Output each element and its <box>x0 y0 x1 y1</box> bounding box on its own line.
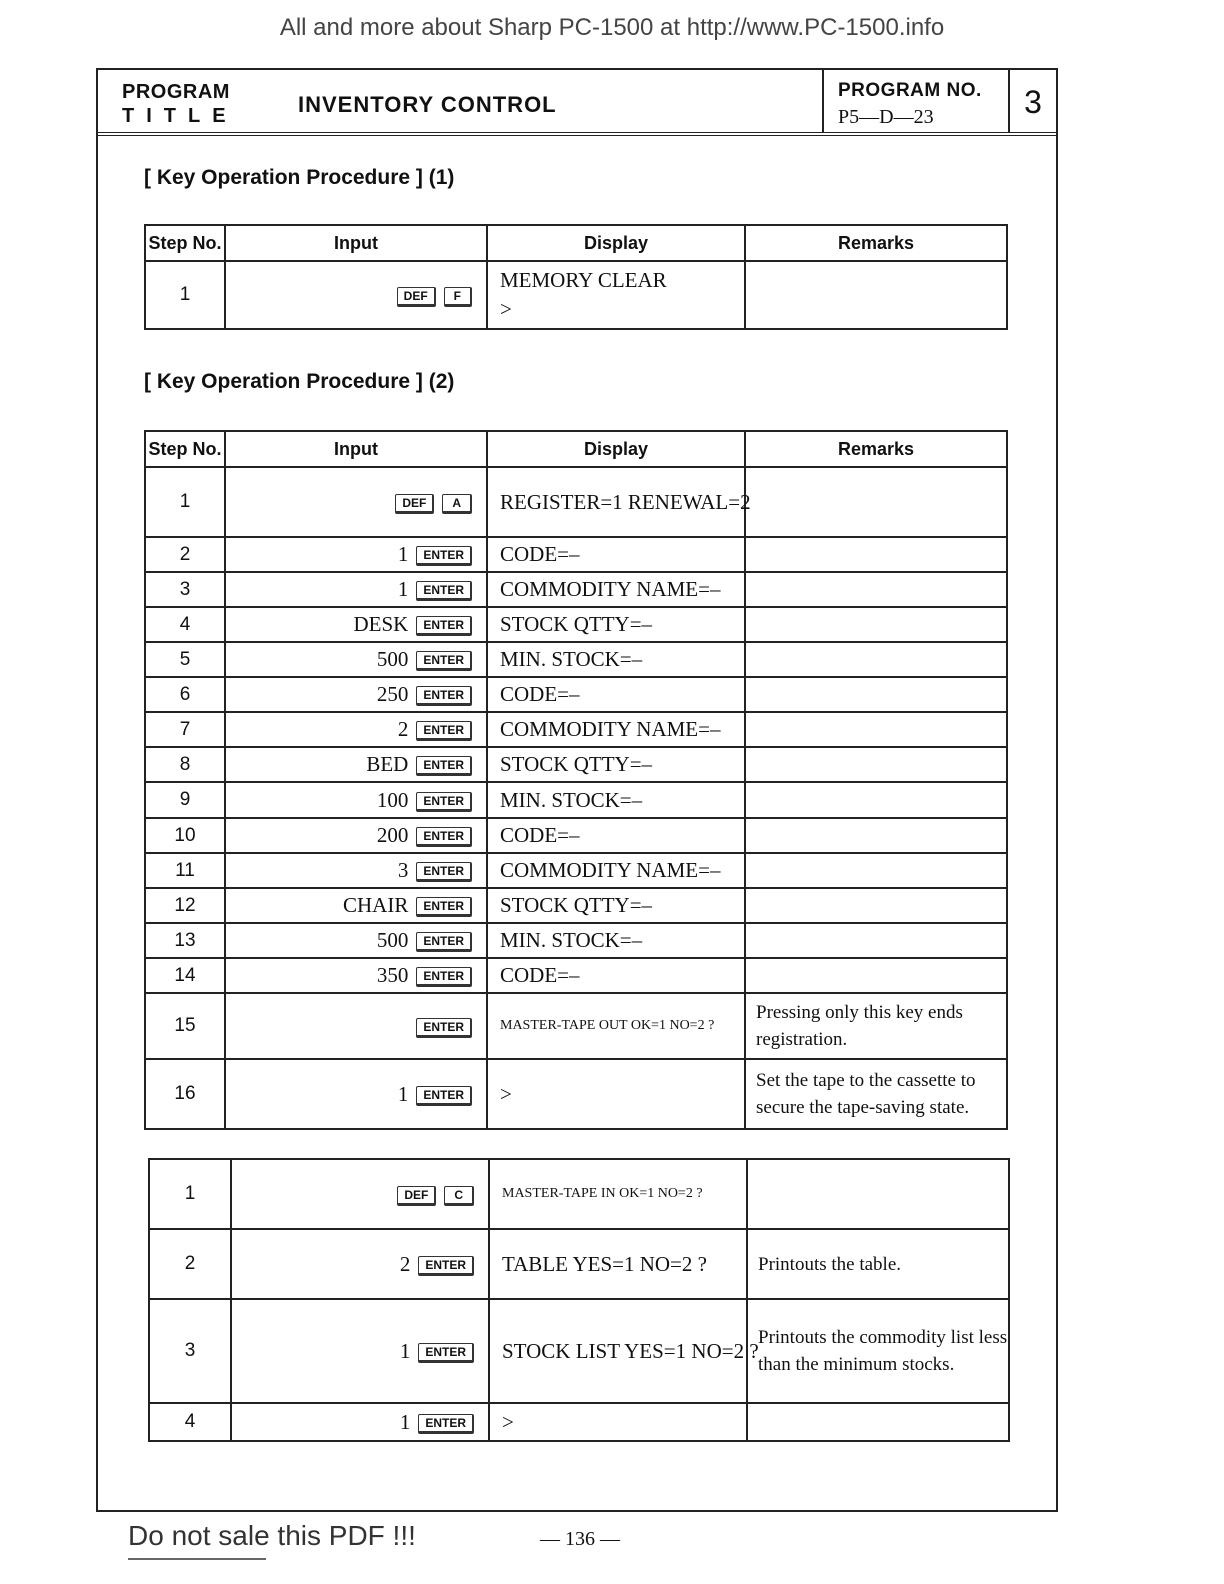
key-def-icon: DEF <box>397 1186 436 1206</box>
display-cell <box>487 888 745 923</box>
display-cell <box>487 782 745 818</box>
step-number: 6 <box>145 677 225 712</box>
input-cell <box>225 467 487 537</box>
input-cell <box>225 642 487 677</box>
display-text: COMMODITY NAME=– <box>500 577 721 601</box>
table-row <box>145 888 1007 923</box>
display-text: MEMORY CLEAR <box>500 268 667 292</box>
key-enter-icon: ENTER <box>416 616 472 636</box>
key-enter-icon: ENTER <box>416 862 472 882</box>
step-number: 4 <box>149 1403 231 1441</box>
input-value: 2 <box>397 717 409 741</box>
input-value: DESK <box>353 612 409 636</box>
display-cell <box>487 853 745 888</box>
remarks-cell <box>745 888 1007 923</box>
input-cell <box>225 607 487 642</box>
table-row <box>145 993 1007 1059</box>
input-value: 250 <box>376 682 409 706</box>
display-cell <box>489 1403 747 1441</box>
key-f-icon: F <box>444 287 472 307</box>
input-value: 500 <box>376 928 409 952</box>
display-text: COMMODITY NAME=– <box>500 717 721 741</box>
key-enter-icon: ENTER <box>416 581 472 601</box>
display-text: TABLE YES=1 NO=2 ? <box>502 1251 707 1276</box>
step-number: 9 <box>145 782 225 818</box>
table-row <box>145 782 1007 818</box>
remarks-cell <box>745 712 1007 747</box>
remarks-cell: Pressing only this key ends registration. <box>745 993 1007 1059</box>
remarks-cell <box>747 1403 1009 1441</box>
display-text: STOCK QTTY=– <box>500 752 653 776</box>
display-cell <box>487 572 745 607</box>
col-input: Input <box>225 431 487 467</box>
display-cell <box>489 1159 747 1229</box>
col-remarks: Remarks <box>745 431 1007 467</box>
display-cell <box>487 537 745 572</box>
key-enter-icon: ENTER <box>416 651 472 671</box>
col-display: Display <box>487 431 745 467</box>
key-enter-icon: ENTER <box>418 1256 474 1276</box>
step-number: 8 <box>145 747 225 782</box>
program-number: P5—D—23 <box>838 106 934 128</box>
display-cell <box>487 467 751 537</box>
step-number: 16 <box>145 1059 225 1129</box>
col-step: Step No. <box>145 225 225 261</box>
display-cell <box>489 1299 759 1403</box>
table-row <box>145 818 1007 853</box>
remarks-cell: Set the tape to the cassette to secure the tape-saving state. <box>745 1059 1007 1129</box>
top-note: All and more about Sharp PC-1500 at http://www.PC-1500.info <box>279 14 945 41</box>
input-value: 2 <box>399 1251 411 1276</box>
input-value: 1 <box>399 1409 411 1434</box>
display-text: > <box>502 1409 514 1434</box>
input-cell <box>231 1403 489 1441</box>
key-def-icon: DEF <box>397 287 436 307</box>
input-cell <box>225 1059 487 1129</box>
remarks-cell <box>745 923 1007 958</box>
key-enter-icon: ENTER <box>416 686 472 706</box>
table-row <box>145 642 1007 677</box>
table-row <box>149 1159 1009 1229</box>
display-text: CODE=– <box>500 682 580 706</box>
table-row <box>145 747 1007 782</box>
input-cell <box>225 677 487 712</box>
col-step: Step No. <box>145 431 225 467</box>
remarks-cell <box>745 537 1007 572</box>
remarks-cell <box>745 958 1007 993</box>
display-text: MASTER-TAPE IN OK=1 NO=2 ? <box>502 1186 703 1201</box>
remarks-cell: Printouts the table. <box>747 1229 1009 1299</box>
program-number-label: PROGRAM NO. <box>838 80 982 101</box>
input-value: 1 <box>397 1081 409 1106</box>
input-cell <box>225 888 487 923</box>
key-a-icon: A <box>442 494 472 514</box>
col-input: Input <box>225 225 487 261</box>
step-number: 1 <box>145 261 225 329</box>
remarks-cell <box>745 467 1007 537</box>
display-cell <box>487 958 745 993</box>
table-row <box>145 923 1007 958</box>
input-value: CHAIR <box>342 893 409 917</box>
input-cell <box>225 853 487 888</box>
remarks-cell <box>745 747 1007 782</box>
remarks-cell <box>745 818 1007 853</box>
table-row <box>145 1059 1007 1129</box>
display-text: CODE=– <box>500 542 580 566</box>
procedure2-title: [ Key Operation Procedure ] (2) <box>144 370 455 393</box>
page-badge: 3 <box>1024 84 1042 120</box>
display-text: MIN. STOCK=– <box>500 787 643 812</box>
input-cell <box>231 1159 489 1229</box>
step-number: 2 <box>149 1229 231 1299</box>
display-text: COMMODITY NAME=– <box>500 858 721 882</box>
input-cell <box>225 572 487 607</box>
key-enter-icon: ENTER <box>416 1086 472 1106</box>
step-number: 1 <box>149 1159 231 1229</box>
display-text: > <box>500 1081 512 1106</box>
key-enter-icon: ENTER <box>416 756 472 776</box>
input-cell <box>231 1229 489 1299</box>
display-cell <box>487 261 745 329</box>
procedure3-table <box>148 1158 1010 1442</box>
display-cell <box>489 1229 747 1299</box>
title-label-line1: PROGRAM <box>122 81 230 103</box>
display-text: CODE=– <box>500 963 580 987</box>
key-enter-icon: ENTER <box>416 792 472 812</box>
step-number: 14 <box>145 958 225 993</box>
input-cell <box>225 958 487 993</box>
step-number: 10 <box>145 818 225 853</box>
key-enter-icon: ENTER <box>418 1414 474 1434</box>
step-number: 12 <box>145 888 225 923</box>
key-enter-icon: ENTER <box>416 897 472 917</box>
display-prompt: > <box>500 297 512 321</box>
input-value: 350 <box>376 963 409 987</box>
display-text: MIN. STOCK=– <box>500 647 643 671</box>
input-cell <box>225 923 487 958</box>
table-row <box>149 1403 1009 1441</box>
step-number: 7 <box>145 712 225 747</box>
key-enter-icon: ENTER <box>416 1018 472 1038</box>
remarks-cell <box>745 677 1007 712</box>
input-cell <box>225 537 487 572</box>
table-row <box>145 537 1007 572</box>
display-text: STOCK QTTY=– <box>500 612 653 636</box>
table-row <box>149 1299 1009 1403</box>
step-number: 3 <box>149 1299 231 1403</box>
display-cell <box>487 677 745 712</box>
bottom-note: Do not sale this PDF !!! <box>128 1520 416 1551</box>
display-cell <box>487 818 745 853</box>
title-label-line2: TITLE <box>122 105 238 127</box>
remarks-cell <box>747 1159 1009 1229</box>
step-number: 1 <box>145 467 225 537</box>
input-value: 500 <box>376 647 409 671</box>
display-text: MASTER-TAPE OUT OK=1 NO=2 ? <box>500 1018 715 1033</box>
program-title: INVENTORY CONTROL <box>298 92 557 117</box>
table-row <box>145 958 1007 993</box>
key-enter-icon: ENTER <box>416 721 472 741</box>
table-row <box>145 853 1007 888</box>
page-frame <box>96 68 1058 1512</box>
remarks-cell <box>745 607 1007 642</box>
display-cell <box>487 923 745 958</box>
display-text: REGISTER=1 RENEWAL=2 <box>500 489 751 514</box>
input-value: 1 <box>397 577 409 601</box>
table-row <box>145 467 1007 537</box>
remarks-cell <box>745 261 1007 329</box>
table-row <box>145 677 1007 712</box>
step-number: 3 <box>145 572 225 607</box>
key-enter-icon: ENTER <box>416 546 472 566</box>
remarks-cell: Printouts the commodity list less than the minimum stocks. <box>747 1299 1009 1403</box>
input-value: 1 <box>397 542 409 566</box>
input-cell <box>225 993 487 1059</box>
step-number: 11 <box>145 853 225 888</box>
key-def-icon: DEF <box>395 494 434 514</box>
key-enter-icon: ENTER <box>418 1343 474 1363</box>
key-c-icon: C <box>444 1186 474 1206</box>
step-number: 5 <box>145 642 225 677</box>
procedure2-table <box>144 430 1008 1130</box>
input-cell <box>225 712 487 747</box>
display-cell <box>487 607 745 642</box>
input-cell <box>225 261 487 329</box>
remarks-cell <box>745 572 1007 607</box>
input-value: BED <box>366 752 409 776</box>
display-cell <box>487 642 745 677</box>
display-text: CODE=– <box>500 823 580 847</box>
display-text: MIN. STOCK=– <box>500 928 643 952</box>
key-enter-icon: ENTER <box>416 932 472 952</box>
step-number: 13 <box>145 923 225 958</box>
remarks-cell <box>745 782 1007 818</box>
input-cell <box>225 782 487 818</box>
input-value: 200 <box>376 823 409 847</box>
page-number: — 136 — <box>540 1528 620 1550</box>
display-text: STOCK QTTY=– <box>500 893 653 917</box>
input-cell <box>231 1299 489 1403</box>
input-cell <box>225 747 487 782</box>
key-enter-icon: ENTER <box>416 827 472 847</box>
table-row <box>149 1229 1009 1299</box>
step-number: 2 <box>145 537 225 572</box>
step-number: 15 <box>145 993 225 1059</box>
input-value: 100 <box>376 787 409 812</box>
table-row <box>145 712 1007 747</box>
col-display: Display <box>487 225 745 261</box>
program-number-box <box>822 70 1010 132</box>
input-value: 3 <box>397 858 409 882</box>
table-row <box>145 261 1007 329</box>
col-remarks: Remarks <box>745 225 1007 261</box>
remarks-cell <box>745 853 1007 888</box>
input-value: 1 <box>399 1338 411 1363</box>
input-cell <box>225 818 487 853</box>
display-cell <box>487 993 745 1059</box>
display-cell <box>487 747 745 782</box>
program-header <box>98 70 1056 136</box>
table-row <box>145 607 1007 642</box>
key-enter-icon: ENTER <box>416 967 472 987</box>
display-text: STOCK LIST YES=1 NO=2 ? <box>502 1338 759 1363</box>
remarks-cell <box>745 642 1007 677</box>
display-cell <box>487 712 745 747</box>
table-row <box>145 572 1007 607</box>
display-cell <box>487 1059 745 1129</box>
step-number: 4 <box>145 607 225 642</box>
procedure1-table <box>144 224 1008 330</box>
procedure1-title: [ Key Operation Procedure ] (1) <box>144 166 455 189</box>
